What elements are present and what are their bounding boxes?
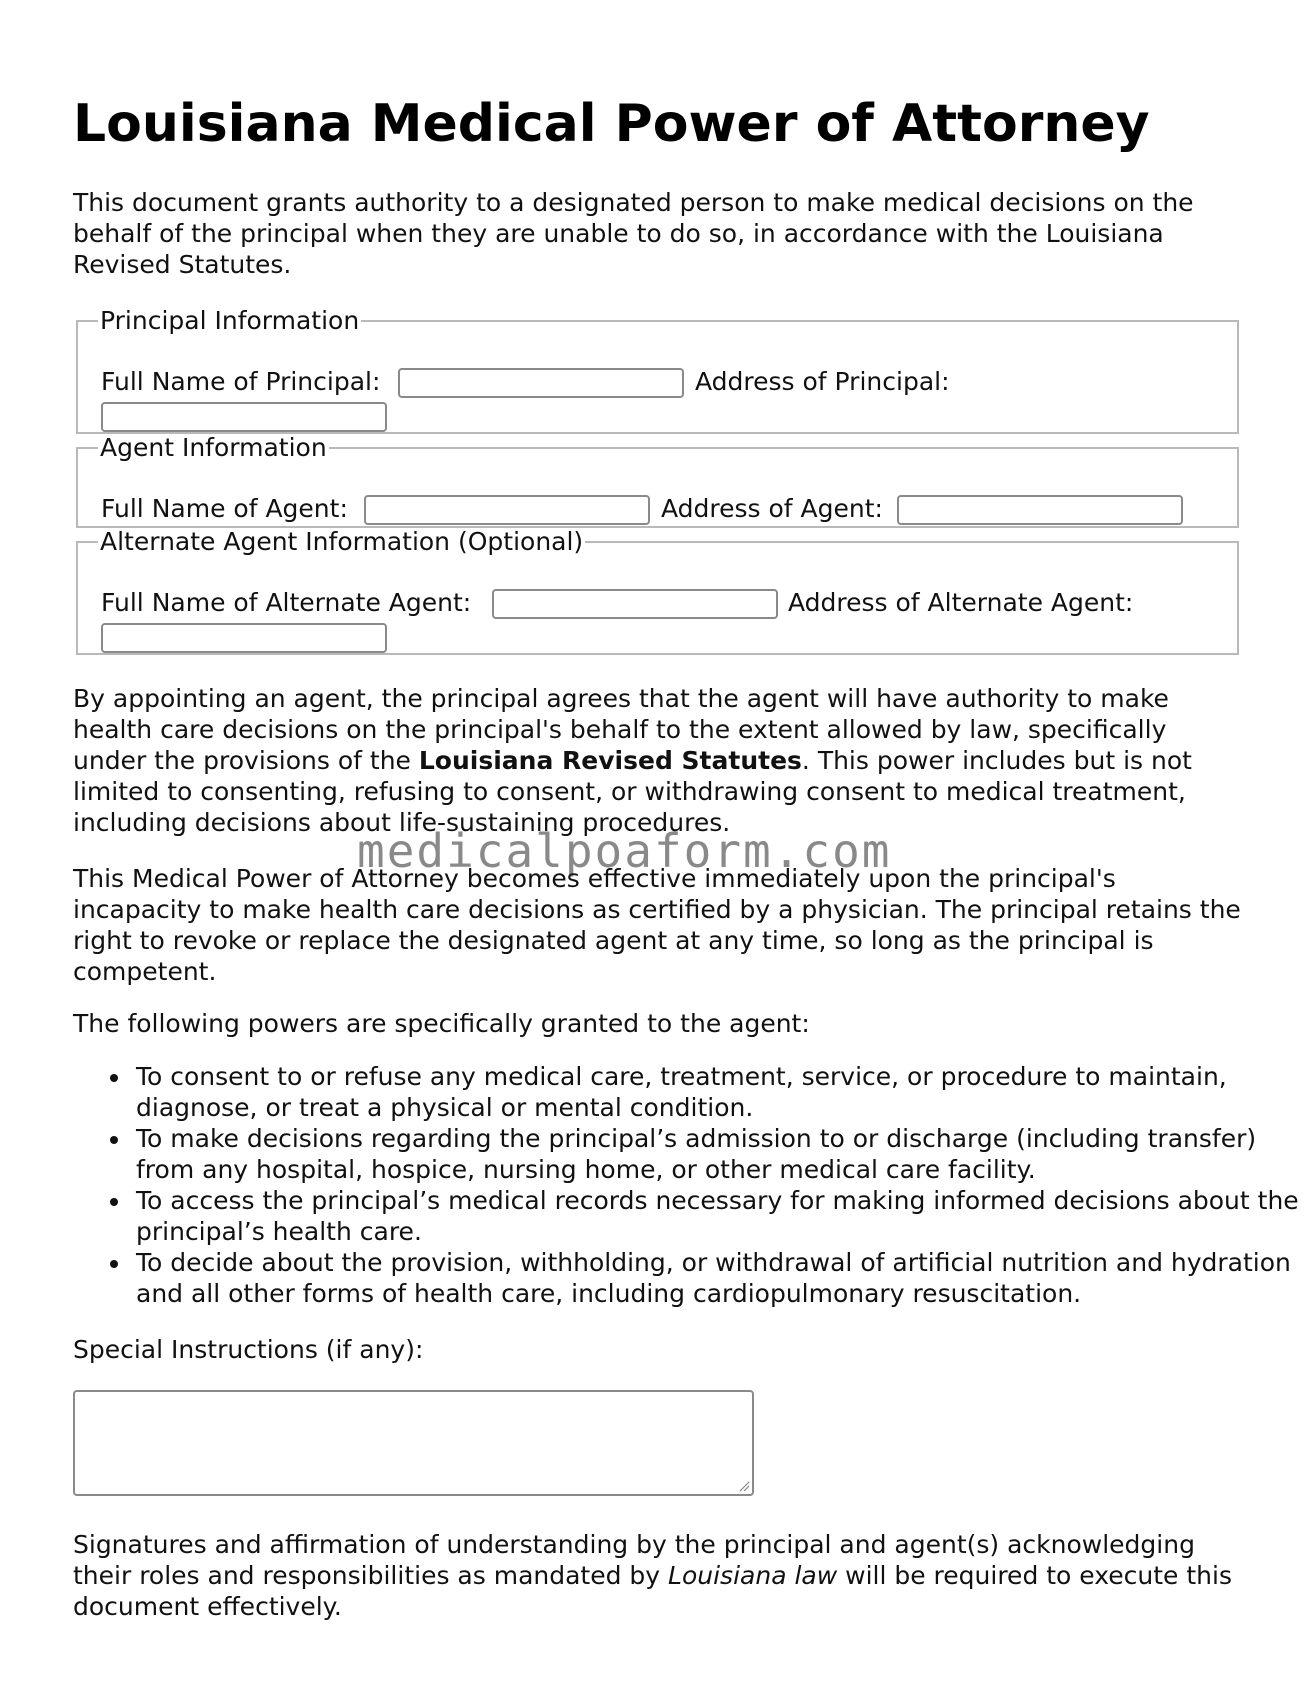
- principal-section: [76, 308, 1239, 434]
- signatures-text-before: Signatures and affirmation of understanding by the principal and agent(s) acknowledging their roles and responsibilities as mandated by: [73, 1530, 1195, 1590]
- agent-address-input[interactable]: [897, 495, 1183, 525]
- principal-address-label: Address of Principal:: [695, 367, 950, 396]
- bullet-icon: [110, 1198, 118, 1206]
- signatures-paragraph: [73, 1529, 1243, 1622]
- alternate-agent-address-input[interactable]: [101, 623, 387, 653]
- alternate-agent-section: [76, 529, 1239, 655]
- agent-section: [76, 435, 1239, 528]
- power-item: [136, 1123, 1310, 1185]
- authority-paragraph: [73, 683, 1243, 838]
- signatures-text-after: will be required to execute this document effectively.: [73, 1561, 1232, 1621]
- power-text: To access the principal’s medical records necessary for making informed decisions about the principal’s health care.: [136, 1186, 1299, 1246]
- page-title: Louisiana Medical Power of Attorney: [73, 94, 1150, 154]
- alternate-agent-legend: Alternate Agent Information (Optional): [100, 527, 584, 556]
- principal-name-label: Full Name of Principal:: [101, 367, 381, 396]
- louisiana-law-italic: Louisiana law: [668, 1561, 838, 1590]
- bullet-icon: [110, 1260, 118, 1268]
- agent-name-label: Full Name of Agent:: [101, 494, 348, 523]
- special-instructions-label: Special Instructions (if any):: [73, 1335, 424, 1364]
- resize-grip-icon[interactable]: [738, 1480, 750, 1492]
- special-instructions-textarea[interactable]: [73, 1390, 754, 1496]
- intro-paragraph: This document grants authority to a designated person to make medical decisions on the behalf of the principal when they are unable to do so, in accordance with the Louisiana Revised Statutes.: [73, 188, 1194, 279]
- alternate-agent-name-input[interactable]: [492, 589, 778, 619]
- watermark-text: medicalpoaform.com: [357, 824, 892, 878]
- alternate-agent-name-label: Full Name of Alternate Agent:: [101, 588, 472, 617]
- alternate-agent-address-label: Address of Alternate Agent:: [788, 588, 1134, 617]
- statutes-bold-text: Louisiana Revised Statutes: [418, 746, 802, 775]
- powers-list: [73, 1061, 1310, 1309]
- power-text: To decide about the provision, withholding, or withdrawal of artificial nutrition and hydration and all other forms of health care, including cardiopulmonary resuscitation.: [136, 1248, 1291, 1308]
- power-text: To consent to or refuse any medical care, treatment, service, or procedure to maintain, diagnose, or treat a physical or mental condition.: [136, 1062, 1227, 1122]
- agent-legend: Agent Information: [100, 433, 327, 462]
- principal-name-input[interactable]: [398, 368, 684, 398]
- effective-paragraph: This Medical Power of Attorney becomes effective immediately upon the principal's incapacity to make health care decisions as certified by a physician. The principal retains the right to revoke or replace the designated agent at any time, so long as the principal is competent.: [73, 864, 1241, 986]
- principal-address-input[interactable]: [101, 402, 387, 432]
- authority-text-before: By appointing an agent, the principal agrees that the agent will have authority to make health care decisions on the principal's behalf to the extent allowed by law, specifically under the provisions of the: [73, 684, 1169, 775]
- principal-legend: Principal Information: [100, 306, 360, 335]
- power-text: To make decisions regarding the principal’s admission to or discharge (including transfer) from any hospital, hospice, nursing home, or other medical care facility.: [136, 1124, 1257, 1184]
- agent-address-label: Address of Agent:: [661, 494, 883, 523]
- power-item: [136, 1247, 1310, 1309]
- power-item: [136, 1061, 1310, 1123]
- powers-intro: The following powers are specifically granted to the agent:: [73, 1009, 810, 1038]
- bullet-icon: [110, 1074, 118, 1082]
- agent-name-input[interactable]: [364, 495, 650, 525]
- bullet-icon: [110, 1136, 118, 1144]
- power-item: [136, 1185, 1310, 1247]
- authority-text-after: . This power includes but is not limited to consenting, refusing to consent, or withdrawing consent to medical treatment, including decisions about life-sustaining procedures.: [73, 746, 1192, 837]
